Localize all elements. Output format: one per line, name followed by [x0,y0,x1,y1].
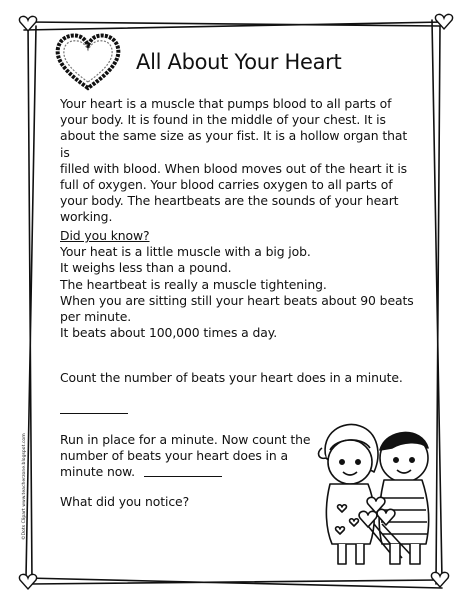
fact-line: It weighs less than a pound. [60,260,232,276]
fact-line: It beats about 100,000 times a day. [60,325,278,341]
intro-line: your body. The heartbeats are the sounds of your heart [60,193,399,209]
run-prompt-line: minute now. [60,464,135,480]
intro-paragraph [60,96,420,226]
run-prompt [60,432,320,481]
intro-line: working. [60,209,113,225]
fact-line: Your heat is a little muscle with a big job. [60,244,311,260]
count-prompt: Count the number of beats your heart does in a minute. [60,370,403,385]
page-title: All About Your Heart [136,50,342,74]
fact-line: When you are sitting still your heart beats about 90 beats [60,292,414,308]
run-prompt-line: number of beats your heart does in a [60,448,288,464]
kids-holding-hearts-clipart [316,418,444,570]
intro-line: your body. It is found in the middle of your chest. It is [60,112,386,128]
intro-line: Your heart is a muscle that pumps blood to all parts of [60,96,392,111]
beaded-heart-icon [52,30,124,92]
intro-line: full of oxygen. Your blood carries oxygen to all parts of [60,177,393,193]
answer-blank-2[interactable] [144,476,222,477]
fact-line: per minute. [60,309,132,325]
run-prompt-line: Run in place for a minute. Now count the [60,432,311,447]
did-you-know-section [60,228,420,341]
answer-blank-1[interactable] [60,413,128,414]
intro-line: filled with blood. When blood moves out of the heart it is [60,160,408,176]
did-you-know-heading: Did you know? [60,228,150,243]
copyright-note: ©Dots Clipart www.teacherzone.blogspot.com [22,433,27,540]
notice-prompt: What did you notice? [60,494,190,509]
intro-line: about the same size as your fist. It is a hollow organ that is [60,128,408,160]
fact-line: The heartbeat is really a muscle tightening. [60,276,327,292]
